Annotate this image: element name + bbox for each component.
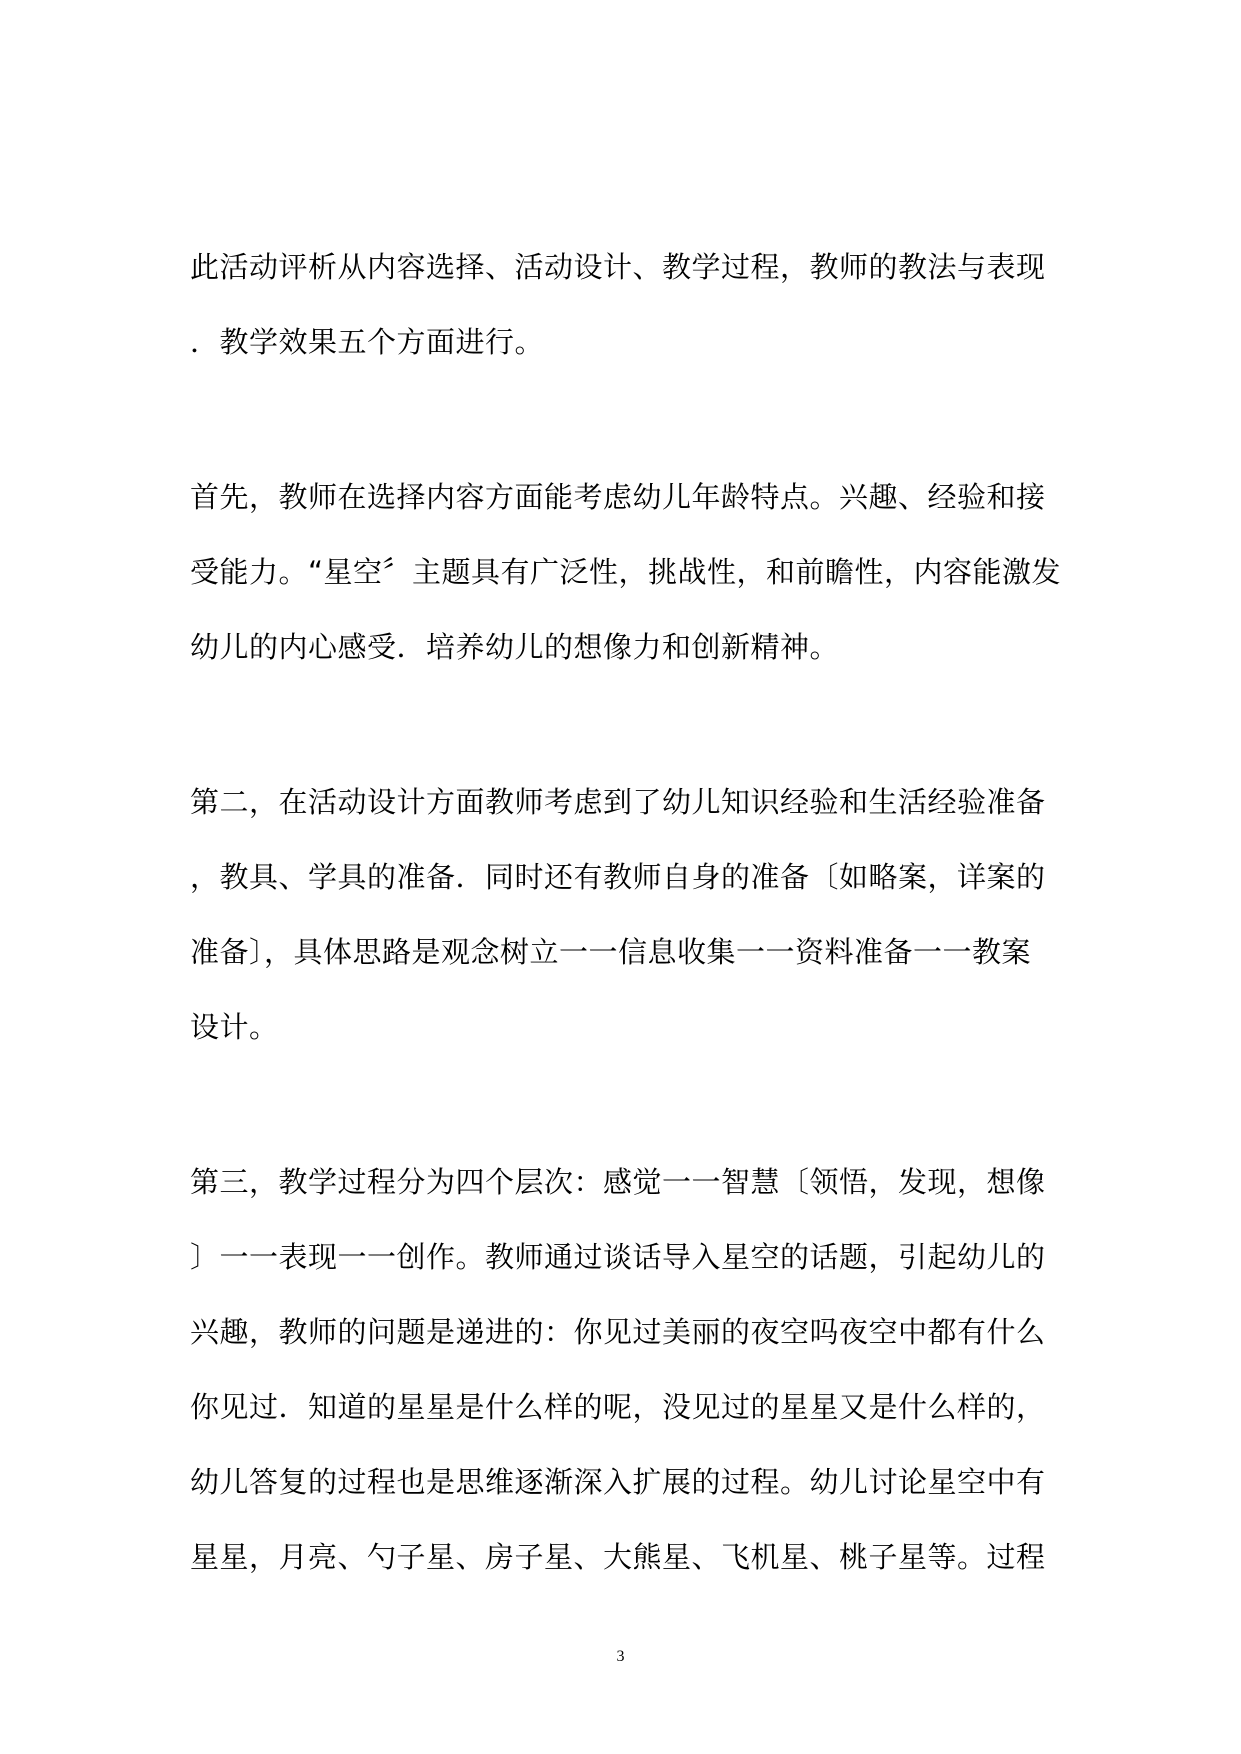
text-line: ．教学效果五个方面进行。 xyxy=(190,325,545,359)
text-line: 你见过．知道的星星是什么样的呢，没见过的星星又是什么样的， xyxy=(190,1390,1046,1424)
text-line: ，教具、学具的准备．同时还有教师自身的准备〔如略案，详案的 xyxy=(190,860,1046,894)
text-line: 准备〕，具体思路是观念树立一一信息收集一一资料准备一一教案 xyxy=(190,935,1032,969)
paragraph-4 xyxy=(190,1145,1070,1595)
text-line: 〕一一表现一一创作。教师通过谈话导入星空的话题，引起幼儿的 xyxy=(190,1240,1046,1274)
text-line: 此活动评析从内容选择、活动设计、教学过程，教师的教法与表现 xyxy=(190,250,1046,284)
paragraph-1 xyxy=(190,230,1070,380)
text-line: 首先，教师在选择内容方面能考虑幼儿年龄特点。兴趣、经验和接 xyxy=(190,480,1046,514)
text-line: 受能力。“星空〞主题具有广泛性，挑战性，和前瞻性，内容能激发 xyxy=(190,555,1062,589)
page-number: 3 xyxy=(616,1648,625,1665)
text-line: 兴趣，教师的问题是递进的：你见过美丽的夜空吗夜空中都有什么 xyxy=(190,1315,1046,1349)
body-text xyxy=(190,230,1070,1675)
paragraph-3 xyxy=(190,765,1070,1065)
text-line: 设计。 xyxy=(190,1010,279,1044)
paragraph-2 xyxy=(190,460,1070,685)
text-line: 幼儿的内心感受．培养幼儿的想像力和创新精神。 xyxy=(190,630,840,664)
text-line: 第二，在活动设计方面教师考虑到了幼儿知识经验和生活经验准备 xyxy=(190,785,1046,819)
text-line: 幼儿答复的过程也是思维逐渐深入扩展的过程。幼儿讨论星空中有 xyxy=(190,1465,1046,1499)
text-line: 第三，教学过程分为四个层次：感觉一一智慧〔领悟，发现，想像 xyxy=(190,1165,1046,1199)
text-line: 星星，月亮、勺子星、房子星、大熊星、飞机星、桃子星等。过程 xyxy=(190,1540,1046,1574)
